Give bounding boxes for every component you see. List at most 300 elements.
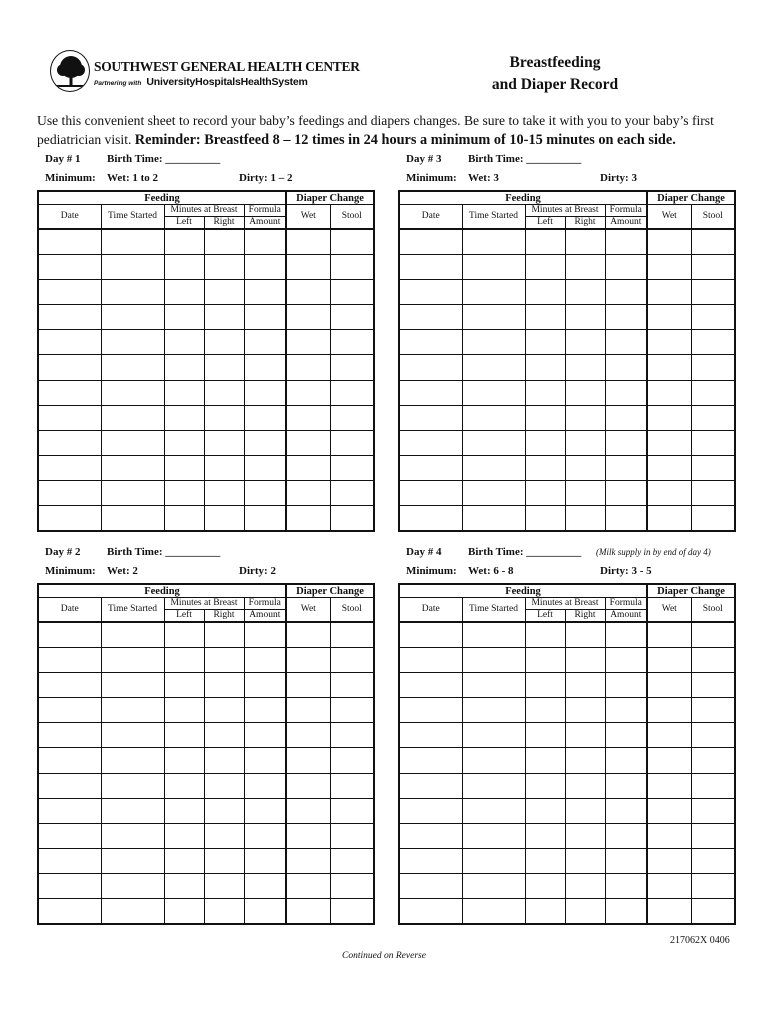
time-started-cell[interactable] bbox=[101, 723, 164, 748]
stool-cell[interactable] bbox=[691, 405, 735, 430]
formula-amount-cell[interactable] bbox=[605, 506, 647, 532]
wet-cell[interactable] bbox=[647, 280, 691, 305]
right-minutes-cell[interactable] bbox=[204, 229, 244, 255]
stool-cell[interactable] bbox=[330, 873, 374, 898]
stool-cell[interactable] bbox=[330, 698, 374, 723]
time-started-cell[interactable] bbox=[462, 622, 525, 648]
wet-cell[interactable] bbox=[647, 899, 691, 925]
date-cell[interactable] bbox=[38, 773, 101, 798]
stool-cell[interactable] bbox=[330, 622, 374, 648]
left-minutes-cell[interactable] bbox=[525, 848, 565, 873]
wet-cell[interactable] bbox=[286, 698, 330, 723]
time-started-cell[interactable] bbox=[462, 506, 525, 532]
formula-amount-cell[interactable] bbox=[605, 430, 647, 455]
wet-cell[interactable] bbox=[286, 229, 330, 255]
wet-cell[interactable] bbox=[647, 848, 691, 873]
left-minutes-cell[interactable] bbox=[525, 229, 565, 255]
wet-cell[interactable] bbox=[286, 622, 330, 648]
time-started-cell[interactable] bbox=[101, 380, 164, 405]
left-minutes-cell[interactable] bbox=[164, 229, 204, 255]
time-started-cell[interactable] bbox=[101, 748, 164, 773]
stool-cell[interactable] bbox=[691, 229, 735, 255]
wet-cell[interactable] bbox=[286, 280, 330, 305]
date-cell[interactable] bbox=[38, 848, 101, 873]
left-minutes-cell[interactable] bbox=[525, 506, 565, 532]
wet-cell[interactable] bbox=[286, 648, 330, 673]
wet-cell[interactable] bbox=[647, 648, 691, 673]
right-minutes-cell[interactable] bbox=[204, 773, 244, 798]
right-minutes-cell[interactable] bbox=[565, 305, 605, 330]
formula-amount-cell[interactable] bbox=[244, 622, 286, 648]
right-minutes-cell[interactable] bbox=[565, 430, 605, 455]
formula-amount-cell[interactable] bbox=[244, 355, 286, 380]
formula-amount-cell[interactable] bbox=[244, 380, 286, 405]
formula-amount-cell[interactable] bbox=[605, 748, 647, 773]
date-cell[interactable] bbox=[38, 330, 101, 355]
wet-cell[interactable] bbox=[286, 798, 330, 823]
formula-amount-cell[interactable] bbox=[244, 280, 286, 305]
formula-amount-cell[interactable] bbox=[605, 773, 647, 798]
right-minutes-cell[interactable] bbox=[565, 773, 605, 798]
stool-cell[interactable] bbox=[691, 773, 735, 798]
right-minutes-cell[interactable] bbox=[565, 899, 605, 925]
formula-amount-cell[interactable] bbox=[605, 823, 647, 848]
time-started-cell[interactable] bbox=[101, 355, 164, 380]
date-cell[interactable] bbox=[38, 229, 101, 255]
left-minutes-cell[interactable] bbox=[164, 405, 204, 430]
wet-cell[interactable] bbox=[647, 506, 691, 532]
wet-cell[interactable] bbox=[286, 255, 330, 280]
formula-amount-cell[interactable] bbox=[244, 899, 286, 925]
right-minutes-cell[interactable] bbox=[565, 823, 605, 848]
time-started-cell[interactable] bbox=[101, 798, 164, 823]
formula-amount-cell[interactable] bbox=[605, 648, 647, 673]
date-cell[interactable] bbox=[399, 430, 462, 455]
right-minutes-cell[interactable] bbox=[565, 648, 605, 673]
wet-cell[interactable] bbox=[286, 430, 330, 455]
right-minutes-cell[interactable] bbox=[565, 380, 605, 405]
stool-cell[interactable] bbox=[330, 506, 374, 532]
stool-cell[interactable] bbox=[330, 899, 374, 925]
left-minutes-cell[interactable] bbox=[164, 305, 204, 330]
wet-cell[interactable] bbox=[647, 480, 691, 505]
formula-amount-cell[interactable] bbox=[605, 873, 647, 898]
left-minutes-cell[interactable] bbox=[164, 899, 204, 925]
date-cell[interactable] bbox=[38, 480, 101, 505]
left-minutes-cell[interactable] bbox=[525, 255, 565, 280]
wet-cell[interactable] bbox=[286, 848, 330, 873]
stool-cell[interactable] bbox=[330, 848, 374, 873]
stool-cell[interactable] bbox=[691, 355, 735, 380]
stool-cell[interactable] bbox=[691, 848, 735, 873]
date-cell[interactable] bbox=[38, 873, 101, 898]
right-minutes-cell[interactable] bbox=[204, 848, 244, 873]
time-started-cell[interactable] bbox=[101, 305, 164, 330]
time-started-cell[interactable] bbox=[462, 405, 525, 430]
right-minutes-cell[interactable] bbox=[204, 873, 244, 898]
right-minutes-cell[interactable] bbox=[204, 480, 244, 505]
wet-cell[interactable] bbox=[286, 330, 330, 355]
date-cell[interactable] bbox=[399, 798, 462, 823]
left-minutes-cell[interactable] bbox=[164, 848, 204, 873]
stool-cell[interactable] bbox=[330, 380, 374, 405]
date-cell[interactable] bbox=[399, 873, 462, 898]
right-minutes-cell[interactable] bbox=[204, 506, 244, 532]
date-cell[interactable] bbox=[38, 673, 101, 698]
date-cell[interactable] bbox=[38, 798, 101, 823]
time-started-cell[interactable] bbox=[462, 480, 525, 505]
left-minutes-cell[interactable] bbox=[525, 305, 565, 330]
left-minutes-cell[interactable] bbox=[525, 748, 565, 773]
time-started-cell[interactable] bbox=[462, 873, 525, 898]
left-minutes-cell[interactable] bbox=[164, 648, 204, 673]
wet-cell[interactable] bbox=[286, 748, 330, 773]
formula-amount-cell[interactable] bbox=[244, 506, 286, 532]
wet-cell[interactable] bbox=[286, 405, 330, 430]
formula-amount-cell[interactable] bbox=[244, 305, 286, 330]
wet-cell[interactable] bbox=[647, 405, 691, 430]
left-minutes-cell[interactable] bbox=[525, 280, 565, 305]
right-minutes-cell[interactable] bbox=[204, 622, 244, 648]
right-minutes-cell[interactable] bbox=[565, 723, 605, 748]
formula-amount-cell[interactable] bbox=[244, 330, 286, 355]
left-minutes-cell[interactable] bbox=[164, 798, 204, 823]
date-cell[interactable] bbox=[399, 622, 462, 648]
wet-cell[interactable] bbox=[286, 899, 330, 925]
date-cell[interactable] bbox=[38, 506, 101, 532]
wet-cell[interactable] bbox=[647, 698, 691, 723]
time-started-cell[interactable] bbox=[462, 673, 525, 698]
formula-amount-cell[interactable] bbox=[244, 455, 286, 480]
left-minutes-cell[interactable] bbox=[525, 823, 565, 848]
formula-amount-cell[interactable] bbox=[605, 673, 647, 698]
right-minutes-cell[interactable] bbox=[204, 723, 244, 748]
time-started-cell[interactable] bbox=[101, 698, 164, 723]
wet-cell[interactable] bbox=[647, 380, 691, 405]
time-started-cell[interactable] bbox=[101, 480, 164, 505]
right-minutes-cell[interactable] bbox=[204, 673, 244, 698]
stool-cell[interactable] bbox=[330, 330, 374, 355]
left-minutes-cell[interactable] bbox=[164, 355, 204, 380]
stool-cell[interactable] bbox=[691, 698, 735, 723]
stool-cell[interactable] bbox=[691, 899, 735, 925]
stool-cell[interactable] bbox=[330, 305, 374, 330]
formula-amount-cell[interactable] bbox=[244, 748, 286, 773]
left-minutes-cell[interactable] bbox=[164, 430, 204, 455]
left-minutes-cell[interactable] bbox=[164, 455, 204, 480]
date-cell[interactable] bbox=[38, 255, 101, 280]
time-started-cell[interactable] bbox=[101, 506, 164, 532]
date-cell[interactable] bbox=[399, 380, 462, 405]
formula-amount-cell[interactable] bbox=[605, 848, 647, 873]
formula-amount-cell[interactable] bbox=[244, 430, 286, 455]
time-started-cell[interactable] bbox=[462, 798, 525, 823]
right-minutes-cell[interactable] bbox=[565, 330, 605, 355]
left-minutes-cell[interactable] bbox=[525, 455, 565, 480]
right-minutes-cell[interactable] bbox=[565, 798, 605, 823]
formula-amount-cell[interactable] bbox=[605, 698, 647, 723]
formula-amount-cell[interactable] bbox=[605, 229, 647, 255]
date-cell[interactable] bbox=[38, 748, 101, 773]
wet-cell[interactable] bbox=[286, 773, 330, 798]
date-cell[interactable] bbox=[399, 823, 462, 848]
left-minutes-cell[interactable] bbox=[525, 622, 565, 648]
formula-amount-cell[interactable] bbox=[244, 673, 286, 698]
left-minutes-cell[interactable] bbox=[164, 673, 204, 698]
time-started-cell[interactable] bbox=[462, 255, 525, 280]
stool-cell[interactable] bbox=[330, 823, 374, 848]
wet-cell[interactable] bbox=[286, 723, 330, 748]
time-started-cell[interactable] bbox=[101, 773, 164, 798]
formula-amount-cell[interactable] bbox=[244, 848, 286, 873]
wet-cell[interactable] bbox=[647, 873, 691, 898]
right-minutes-cell[interactable] bbox=[565, 622, 605, 648]
formula-amount-cell[interactable] bbox=[244, 873, 286, 898]
left-minutes-cell[interactable] bbox=[525, 798, 565, 823]
time-started-cell[interactable] bbox=[101, 673, 164, 698]
right-minutes-cell[interactable] bbox=[565, 455, 605, 480]
wet-cell[interactable] bbox=[647, 773, 691, 798]
wet-cell[interactable] bbox=[647, 723, 691, 748]
date-cell[interactable] bbox=[399, 330, 462, 355]
formula-amount-cell[interactable] bbox=[605, 355, 647, 380]
time-started-cell[interactable] bbox=[101, 405, 164, 430]
time-started-cell[interactable] bbox=[462, 698, 525, 723]
date-cell[interactable] bbox=[399, 229, 462, 255]
time-started-cell[interactable] bbox=[462, 280, 525, 305]
stool-cell[interactable] bbox=[691, 873, 735, 898]
right-minutes-cell[interactable] bbox=[204, 648, 244, 673]
time-started-cell[interactable] bbox=[101, 848, 164, 873]
date-cell[interactable] bbox=[399, 698, 462, 723]
right-minutes-cell[interactable] bbox=[565, 673, 605, 698]
stool-cell[interactable] bbox=[330, 255, 374, 280]
right-minutes-cell[interactable] bbox=[204, 330, 244, 355]
date-cell[interactable] bbox=[399, 255, 462, 280]
formula-amount-cell[interactable] bbox=[605, 255, 647, 280]
date-cell[interactable] bbox=[399, 748, 462, 773]
formula-amount-cell[interactable] bbox=[605, 622, 647, 648]
time-started-cell[interactable] bbox=[462, 355, 525, 380]
stool-cell[interactable] bbox=[691, 280, 735, 305]
right-minutes-cell[interactable] bbox=[204, 280, 244, 305]
date-cell[interactable] bbox=[399, 355, 462, 380]
stool-cell[interactable] bbox=[691, 673, 735, 698]
stool-cell[interactable] bbox=[330, 673, 374, 698]
date-cell[interactable] bbox=[399, 773, 462, 798]
time-started-cell[interactable] bbox=[101, 280, 164, 305]
stool-cell[interactable] bbox=[691, 455, 735, 480]
wet-cell[interactable] bbox=[647, 748, 691, 773]
time-started-cell[interactable] bbox=[101, 873, 164, 898]
date-cell[interactable] bbox=[38, 305, 101, 330]
formula-amount-cell[interactable] bbox=[605, 480, 647, 505]
stool-cell[interactable] bbox=[330, 280, 374, 305]
stool-cell[interactable] bbox=[691, 305, 735, 330]
time-started-cell[interactable] bbox=[462, 229, 525, 255]
right-minutes-cell[interactable] bbox=[204, 899, 244, 925]
wet-cell[interactable] bbox=[286, 873, 330, 898]
formula-amount-cell[interactable] bbox=[244, 255, 286, 280]
right-minutes-cell[interactable] bbox=[565, 848, 605, 873]
wet-cell[interactable] bbox=[647, 305, 691, 330]
left-minutes-cell[interactable] bbox=[525, 330, 565, 355]
wet-cell[interactable] bbox=[286, 823, 330, 848]
right-minutes-cell[interactable] bbox=[204, 380, 244, 405]
wet-cell[interactable] bbox=[286, 673, 330, 698]
time-started-cell[interactable] bbox=[462, 823, 525, 848]
left-minutes-cell[interactable] bbox=[525, 723, 565, 748]
wet-cell[interactable] bbox=[647, 255, 691, 280]
formula-amount-cell[interactable] bbox=[244, 648, 286, 673]
left-minutes-cell[interactable] bbox=[164, 480, 204, 505]
time-started-cell[interactable] bbox=[101, 229, 164, 255]
left-minutes-cell[interactable] bbox=[164, 873, 204, 898]
left-minutes-cell[interactable] bbox=[525, 873, 565, 898]
right-minutes-cell[interactable] bbox=[204, 305, 244, 330]
right-minutes-cell[interactable] bbox=[204, 698, 244, 723]
wet-cell[interactable] bbox=[647, 355, 691, 380]
time-started-cell[interactable] bbox=[101, 622, 164, 648]
time-started-cell[interactable] bbox=[462, 455, 525, 480]
left-minutes-cell[interactable] bbox=[164, 380, 204, 405]
stool-cell[interactable] bbox=[330, 748, 374, 773]
date-cell[interactable] bbox=[38, 430, 101, 455]
stool-cell[interactable] bbox=[330, 355, 374, 380]
stool-cell[interactable] bbox=[691, 823, 735, 848]
formula-amount-cell[interactable] bbox=[244, 480, 286, 505]
wet-cell[interactable] bbox=[286, 480, 330, 505]
stool-cell[interactable] bbox=[330, 455, 374, 480]
left-minutes-cell[interactable] bbox=[525, 405, 565, 430]
left-minutes-cell[interactable] bbox=[525, 480, 565, 505]
date-cell[interactable] bbox=[38, 622, 101, 648]
time-started-cell[interactable] bbox=[101, 899, 164, 925]
formula-amount-cell[interactable] bbox=[244, 698, 286, 723]
formula-amount-cell[interactable] bbox=[605, 723, 647, 748]
left-minutes-cell[interactable] bbox=[525, 673, 565, 698]
date-cell[interactable] bbox=[399, 455, 462, 480]
date-cell[interactable] bbox=[399, 405, 462, 430]
formula-amount-cell[interactable] bbox=[605, 305, 647, 330]
right-minutes-cell[interactable] bbox=[204, 355, 244, 380]
stool-cell[interactable] bbox=[691, 380, 735, 405]
left-minutes-cell[interactable] bbox=[525, 899, 565, 925]
right-minutes-cell[interactable] bbox=[565, 748, 605, 773]
stool-cell[interactable] bbox=[691, 748, 735, 773]
stool-cell[interactable] bbox=[691, 255, 735, 280]
right-minutes-cell[interactable] bbox=[565, 698, 605, 723]
time-started-cell[interactable] bbox=[462, 648, 525, 673]
left-minutes-cell[interactable] bbox=[525, 648, 565, 673]
formula-amount-cell[interactable] bbox=[244, 229, 286, 255]
right-minutes-cell[interactable] bbox=[204, 748, 244, 773]
wet-cell[interactable] bbox=[647, 455, 691, 480]
formula-amount-cell[interactable] bbox=[244, 798, 286, 823]
stool-cell[interactable] bbox=[330, 773, 374, 798]
time-started-cell[interactable] bbox=[101, 255, 164, 280]
date-cell[interactable] bbox=[399, 899, 462, 925]
left-minutes-cell[interactable] bbox=[164, 330, 204, 355]
time-started-cell[interactable] bbox=[462, 899, 525, 925]
date-cell[interactable] bbox=[38, 899, 101, 925]
date-cell[interactable] bbox=[399, 506, 462, 532]
stool-cell[interactable] bbox=[330, 405, 374, 430]
stool-cell[interactable] bbox=[691, 798, 735, 823]
wet-cell[interactable] bbox=[647, 823, 691, 848]
date-cell[interactable] bbox=[399, 305, 462, 330]
stool-cell[interactable] bbox=[691, 648, 735, 673]
date-cell[interactable] bbox=[399, 280, 462, 305]
right-minutes-cell[interactable] bbox=[204, 430, 244, 455]
right-minutes-cell[interactable] bbox=[565, 355, 605, 380]
left-minutes-cell[interactable] bbox=[164, 255, 204, 280]
date-cell[interactable] bbox=[38, 280, 101, 305]
date-cell[interactable] bbox=[38, 380, 101, 405]
left-minutes-cell[interactable] bbox=[164, 698, 204, 723]
stool-cell[interactable] bbox=[330, 798, 374, 823]
time-started-cell[interactable] bbox=[101, 648, 164, 673]
stool-cell[interactable] bbox=[691, 723, 735, 748]
stool-cell[interactable] bbox=[330, 480, 374, 505]
date-cell[interactable] bbox=[399, 480, 462, 505]
stool-cell[interactable] bbox=[330, 229, 374, 255]
wet-cell[interactable] bbox=[286, 455, 330, 480]
left-minutes-cell[interactable] bbox=[164, 773, 204, 798]
time-started-cell[interactable] bbox=[462, 773, 525, 798]
wet-cell[interactable] bbox=[647, 330, 691, 355]
left-minutes-cell[interactable] bbox=[164, 506, 204, 532]
left-minutes-cell[interactable] bbox=[525, 355, 565, 380]
wet-cell[interactable] bbox=[647, 798, 691, 823]
time-started-cell[interactable] bbox=[462, 748, 525, 773]
stool-cell[interactable] bbox=[691, 480, 735, 505]
stool-cell[interactable] bbox=[691, 506, 735, 532]
right-minutes-cell[interactable] bbox=[204, 823, 244, 848]
left-minutes-cell[interactable] bbox=[525, 698, 565, 723]
formula-amount-cell[interactable] bbox=[244, 773, 286, 798]
date-cell[interactable] bbox=[399, 648, 462, 673]
time-started-cell[interactable] bbox=[101, 823, 164, 848]
formula-amount-cell[interactable] bbox=[605, 455, 647, 480]
left-minutes-cell[interactable] bbox=[164, 622, 204, 648]
right-minutes-cell[interactable] bbox=[204, 798, 244, 823]
wet-cell[interactable] bbox=[286, 355, 330, 380]
right-minutes-cell[interactable] bbox=[204, 455, 244, 480]
right-minutes-cell[interactable] bbox=[565, 280, 605, 305]
right-minutes-cell[interactable] bbox=[565, 873, 605, 898]
date-cell[interactable] bbox=[38, 723, 101, 748]
wet-cell[interactable] bbox=[647, 622, 691, 648]
wet-cell[interactable] bbox=[647, 430, 691, 455]
wet-cell[interactable] bbox=[286, 380, 330, 405]
left-minutes-cell[interactable] bbox=[164, 748, 204, 773]
formula-amount-cell[interactable] bbox=[605, 798, 647, 823]
formula-amount-cell[interactable] bbox=[605, 899, 647, 925]
date-cell[interactable] bbox=[38, 823, 101, 848]
right-minutes-cell[interactable] bbox=[565, 229, 605, 255]
left-minutes-cell[interactable] bbox=[525, 430, 565, 455]
right-minutes-cell[interactable] bbox=[565, 480, 605, 505]
left-minutes-cell[interactable] bbox=[164, 280, 204, 305]
wet-cell[interactable] bbox=[647, 229, 691, 255]
time-started-cell[interactable] bbox=[462, 723, 525, 748]
formula-amount-cell[interactable] bbox=[605, 330, 647, 355]
stool-cell[interactable] bbox=[330, 723, 374, 748]
date-cell[interactable] bbox=[38, 355, 101, 380]
right-minutes-cell[interactable] bbox=[565, 405, 605, 430]
formula-amount-cell[interactable] bbox=[244, 405, 286, 430]
